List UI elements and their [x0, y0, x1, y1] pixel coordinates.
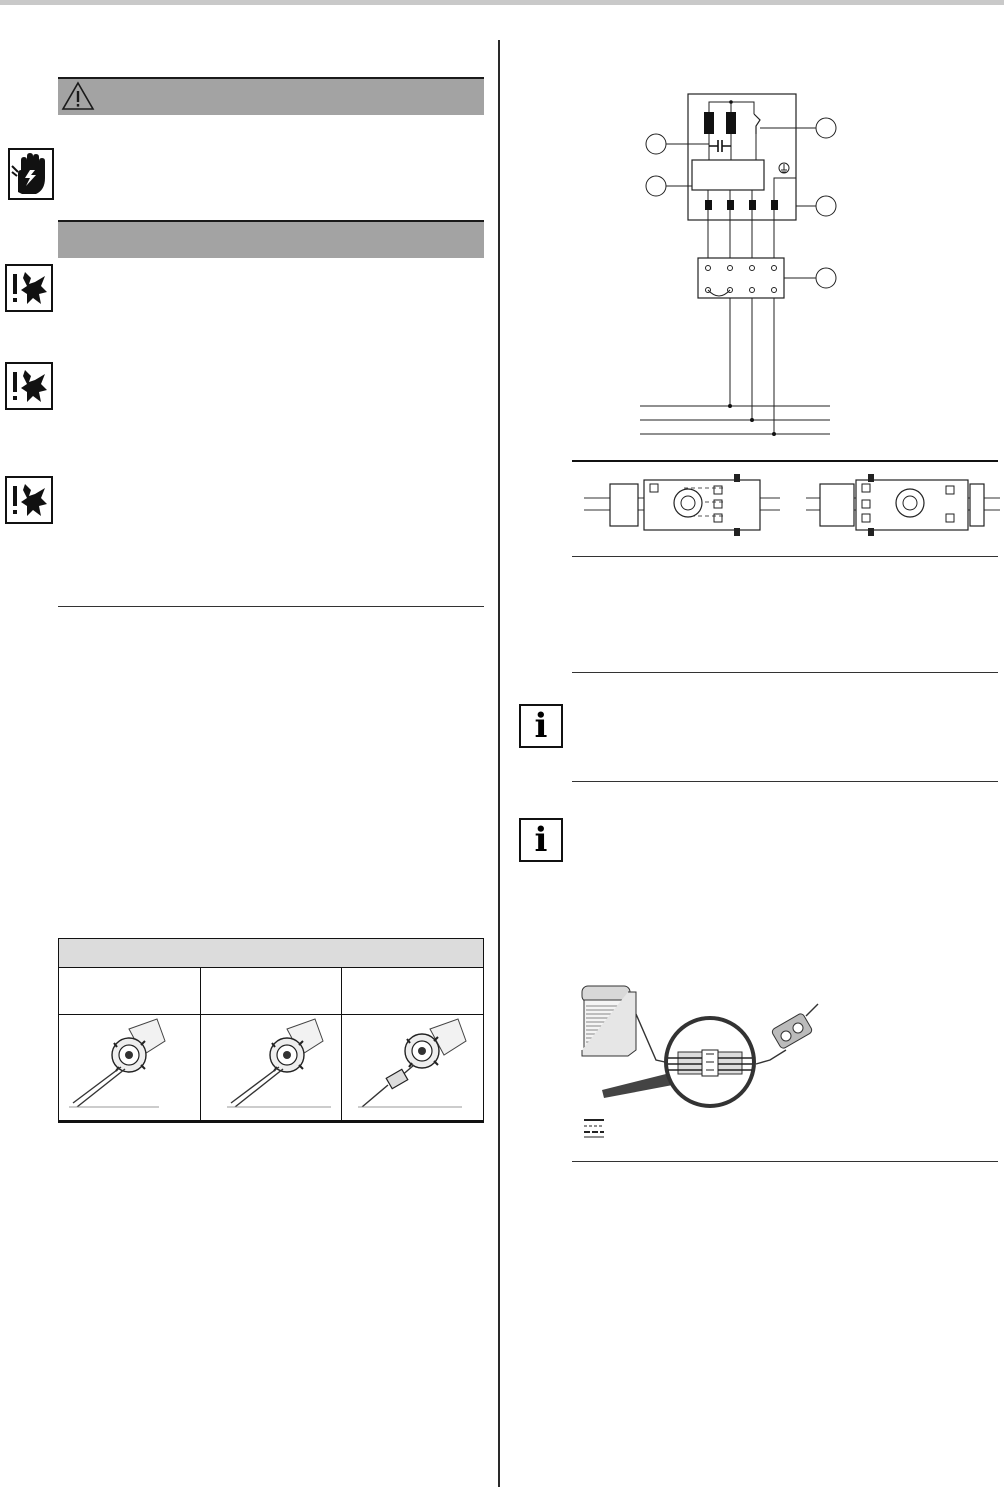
column-separator [498, 40, 500, 1487]
caution-notice-text [62, 478, 482, 518]
caution-header-bar [58, 220, 484, 258]
switch-icon [771, 1004, 818, 1050]
motor-table-column-header [200, 968, 342, 1015]
connector-plug-icon [584, 470, 780, 540]
electric-shock-hand-icon [8, 148, 54, 200]
section-rule [58, 606, 484, 607]
connector-socket-icon [806, 470, 1000, 540]
motor-table-column-header [342, 968, 484, 1015]
caution-notice-text [62, 266, 482, 306]
info-notice-text [576, 704, 996, 764]
warning-triangle-icon [60, 80, 96, 112]
motor-table-image-cell [59, 1015, 201, 1122]
electric-shock-notice-text [62, 150, 482, 190]
motor-table-title [59, 939, 484, 968]
installation-illustration [574, 980, 830, 1140]
section-rule [572, 672, 998, 673]
section-rule [572, 1161, 998, 1162]
caution-notice-text [62, 364, 482, 404]
caution-damage-icon [5, 264, 53, 312]
caution-damage-icon [5, 476, 53, 524]
info-icon: i [519, 818, 563, 862]
warning-header-bar [58, 77, 484, 115]
info-notice-text [576, 818, 996, 898]
motor-head-cable-icon [59, 1015, 177, 1115]
motor-head-table [58, 938, 484, 1123]
motor-table-image-cell [342, 1015, 484, 1122]
page-top-bar [0, 0, 1004, 5]
roller-shutter-icon [582, 986, 636, 1056]
caution-damage-icon [5, 362, 53, 410]
figure-bottom-rule [572, 556, 998, 557]
cable-legend-icon [584, 1120, 604, 1137]
motor-head-plug-icon [342, 1015, 490, 1115]
figure-top-rule [572, 460, 998, 462]
motor-table-column-header [59, 968, 201, 1015]
motor-head-cable-icon [201, 1015, 351, 1115]
info-icon: i [519, 704, 563, 748]
wiring-diagram [636, 90, 846, 440]
section-rule [572, 781, 998, 782]
motor-table-image-cell [200, 1015, 342, 1122]
